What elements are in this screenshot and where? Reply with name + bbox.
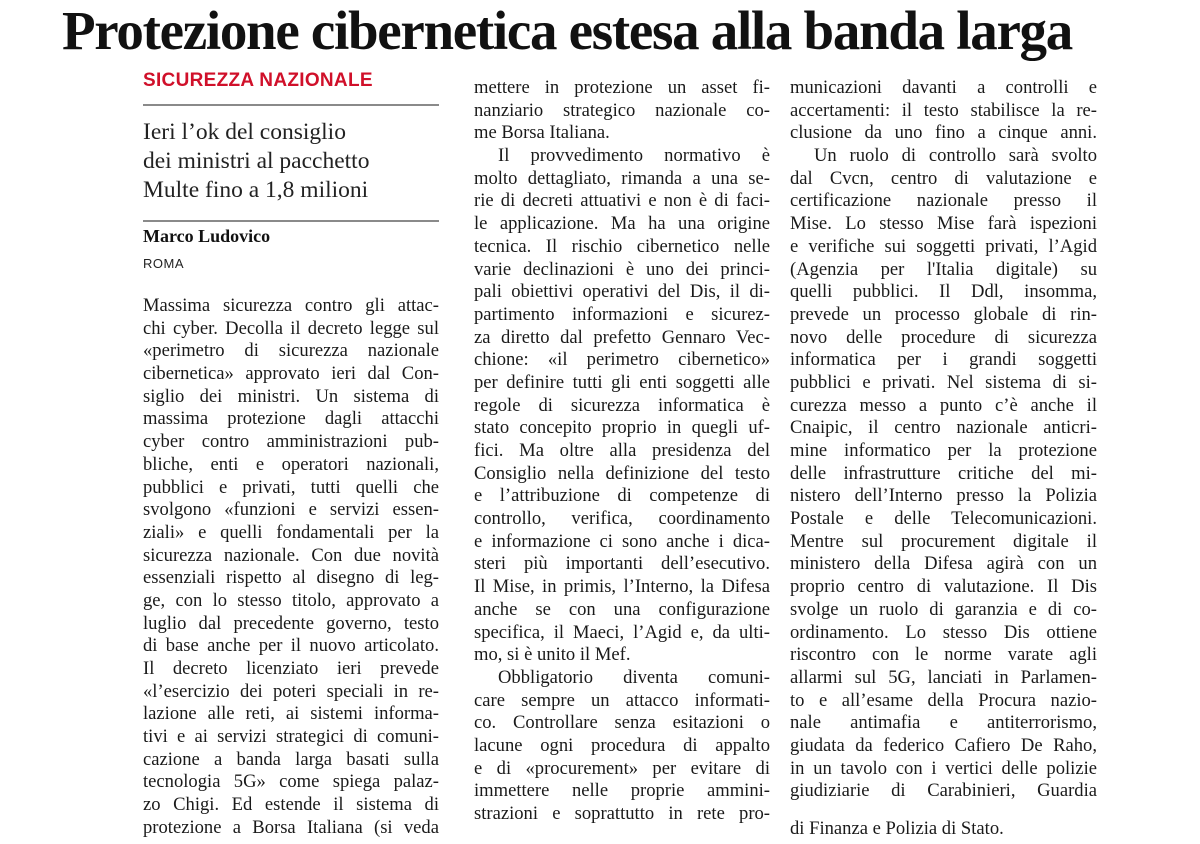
- text-line: svolgono «funzioni e servizi essen-: [143, 499, 439, 521]
- text-line: nale antimafia e antiterrorismo,: [790, 712, 1097, 734]
- text-line: fici. Ma oltre alla presidenza del: [474, 440, 770, 461]
- text-line: rie di decreti attuativi e non è di faci-: [474, 190, 770, 212]
- text-line: varie declinazioni è uno dei princi-: [474, 258, 770, 280]
- text-line: tecnica. Il rischio cibernetico nelle: [474, 235, 770, 257]
- text-line: strazioni e soprattutto in rete pro-: [474, 803, 770, 824]
- text-line: siglio dei ministri. Un sistema di: [143, 385, 439, 407]
- text-line: chi cyber. Decolla il decreto legge sul: [143, 317, 439, 339]
- text-line: Postale e delle Telecomunicazioni.: [790, 508, 1097, 530]
- text-line: e informazione ci sono anche i dica-: [474, 530, 770, 552]
- text-line: allarmi sul 5G, lanciati in Parlamen-: [790, 666, 1097, 688]
- text-line: lazione alle reti, ai sistemi informa-: [143, 703, 439, 725]
- text-line: anche se con una configurazione: [474, 598, 770, 620]
- text-line: ziali» e quelli fondamentali per la: [143, 521, 439, 543]
- text-line: molto dettagliato, rimanda a una se-: [474, 167, 770, 189]
- text-line: essenziali rispetto al disegno di leg-: [143, 567, 439, 589]
- text-line: tivi e ai servizi strategici di comuni-: [143, 726, 439, 748]
- text-line: informatica per i grandi soggetti: [790, 349, 1097, 371]
- text-line: mine informatico per la protezione: [790, 440, 1097, 461]
- subhead-line: Ieri l’ok del consiglio: [143, 119, 346, 145]
- text-line: Mentre sul procurement digitale il: [790, 530, 1097, 552]
- text-line: riscontro con le norme varate agli: [790, 644, 1097, 666]
- text-line: chione: «il perimetro cibernetico»: [474, 349, 770, 371]
- divider: [143, 104, 439, 106]
- text-line: cyber contro amministrazioni pub-: [143, 431, 439, 453]
- text-line: Cnaipic, il centro nazionale anticri-: [790, 417, 1097, 439]
- text-line: Il Mise, in primis, l’Interno, la Difesa: [474, 576, 770, 598]
- text-line: zo Chigi. Ed estende il sistema di: [143, 794, 439, 816]
- column-3: [790, 77, 1097, 803]
- text-line: ministero della Difesa agirà con un: [790, 553, 1097, 575]
- text-line: partimento informazioni e sicurez-: [474, 303, 770, 325]
- column-1: [143, 295, 439, 840]
- text-line: pali obiettivi operativi del Dis, il di-: [474, 281, 770, 303]
- text-line: novo delle procedure di sicurezza: [790, 326, 1097, 348]
- text-line: ordinamento. Lo stesso Dis ottiene: [790, 621, 1097, 643]
- text-line: svolge un ruolo di garanzia e di co-: [790, 598, 1097, 620]
- text-line: Un ruolo di controllo sarà svolto: [814, 145, 1097, 167]
- headline: Protezione cibernetica estesa alla banda larga: [62, 0, 1072, 61]
- divider: [143, 220, 439, 222]
- byline-author: Marco Ludovico: [143, 226, 271, 246]
- text-line: giudata da federico Cafiero De Raho,: [790, 734, 1097, 756]
- column-3-final-line: di Finanza e Polizia di Stato.: [790, 818, 1004, 839]
- text-line: cazione a banda larga basati sulla: [143, 748, 439, 770]
- text-line: controllo, verifica, coordinamento: [474, 508, 770, 530]
- text-line: bliche, enti e operatori nazionali,: [143, 453, 439, 475]
- text-line: sicurezza nazionale. Con due novità: [143, 544, 439, 566]
- text-line: nanziario strategico nazionale co-: [474, 99, 770, 121]
- text-line: mo, si è unito il Mef.: [474, 644, 631, 666]
- text-line: proprio centro di valutazione. Il Dis: [790, 576, 1097, 598]
- text-line: e verifiche sui soggetti privati, l’Agid: [790, 235, 1097, 257]
- text-line: cibernetica» approvato ieri dal Con-: [143, 363, 439, 385]
- text-line: certificazione nazionale presso il: [790, 190, 1097, 212]
- text-line: e di «procurement» per evitare di: [474, 757, 770, 779]
- text-line: Obbligatorio diventa comuni-: [498, 666, 770, 688]
- text-line: luglio dal precedente governo, testo: [143, 612, 439, 634]
- text-line: accertamenti: il testo stabilisce la re-: [790, 99, 1097, 121]
- text-line: me Borsa Italiana.: [474, 122, 610, 144]
- text-line: (Agenzia per l'Italia digitale) su: [790, 258, 1097, 280]
- text-line: za diretto dal prefetto Gennaro Vec-: [474, 326, 770, 348]
- text-line: delle infrastrutture critiche del mi-: [790, 462, 1097, 484]
- text-line: mettere in protezione un asset fi-: [474, 77, 770, 98]
- text-line: clusione da uno fino a cinque anni.: [790, 122, 1097, 144]
- subheadline: [143, 118, 369, 205]
- text-line: curezza messo a punto c’è anche il: [790, 394, 1097, 416]
- text-line: Consiglio nella definizione del testo: [474, 462, 770, 484]
- text-line: massima protezione dagli attacchi: [143, 408, 439, 430]
- text-line: «perimetro di sicurezza nazionale: [143, 340, 439, 362]
- text-line: care sempre un attacco informati-: [474, 689, 770, 711]
- text-line: immettere nelle proprie ammini-: [474, 780, 770, 802]
- text-line: prevede un processo globale di rin-: [790, 303, 1097, 325]
- text-line: ge, con lo stesso titolo, approvato a: [143, 589, 439, 611]
- text-line: quelli pubblici. Il Ddl, insomma,: [790, 281, 1097, 303]
- text-line: stato concepito proprio in quegli uf-: [474, 417, 770, 439]
- dateline-place: ROMA: [143, 256, 184, 271]
- text-line: le applicazione. Ma ha una origine: [474, 213, 770, 235]
- text-line: pubblici e privati, tutti quelli che: [143, 476, 439, 498]
- text-line: «l’esercizio dei poteri speciali in re-: [143, 680, 439, 702]
- text-line: giudiziarie di Carabinieri, Guardia: [790, 780, 1097, 802]
- text-line: regole di sicurezza informatica è: [474, 394, 770, 416]
- subhead-line: dei ministri al pacchetto: [143, 148, 370, 174]
- text-line: nistero dell’Interno presso la Polizia: [790, 485, 1097, 507]
- text-line: tecnologia 5G» come spiega palaz-: [143, 771, 439, 793]
- text-line: Il provvedimento normativo è: [498, 145, 770, 167]
- text-line: to e all’esame della Procura nazio-: [790, 689, 1097, 711]
- text-line: Massima sicurezza contro gli attac-: [143, 295, 439, 316]
- text-line: Mise. Lo stesso Mise farà ispezioni: [790, 213, 1097, 235]
- column-2: [474, 77, 770, 826]
- text-line: lacune ogni procedura di appalto: [474, 734, 770, 756]
- text-line: e l’attribuzione di competenze di: [474, 485, 770, 507]
- text-line: di base anche per il nuovo articolato.: [143, 635, 439, 657]
- text-line: specifica, il Maeci, l’Agid e, da ulti-: [474, 621, 770, 643]
- text-line: municazioni davanti a controlli e: [790, 77, 1097, 98]
- section-kicker: SICUREZZA NAZIONALE: [143, 70, 373, 91]
- text-line: dal Cvcn, centro di valutazione e: [790, 167, 1097, 189]
- text-line: pubblici e privati. Nel sistema di si-: [790, 371, 1097, 393]
- subhead-line: Multe fino a 1,8 milioni: [143, 177, 369, 203]
- text-line: protezione a Borsa Italiana (si veda: [143, 816, 439, 838]
- text-line: steri più importanti dell’esecutivo.: [474, 553, 770, 575]
- text-line: co. Controllare senza esitazioni o: [474, 712, 770, 734]
- text-line: Il decreto licenziato ieri prevede: [143, 658, 439, 679]
- text-line: in un tavolo con i vertici delle polizie: [790, 757, 1097, 779]
- text-line: per definire tutti gli enti soggetti alle: [474, 371, 770, 393]
